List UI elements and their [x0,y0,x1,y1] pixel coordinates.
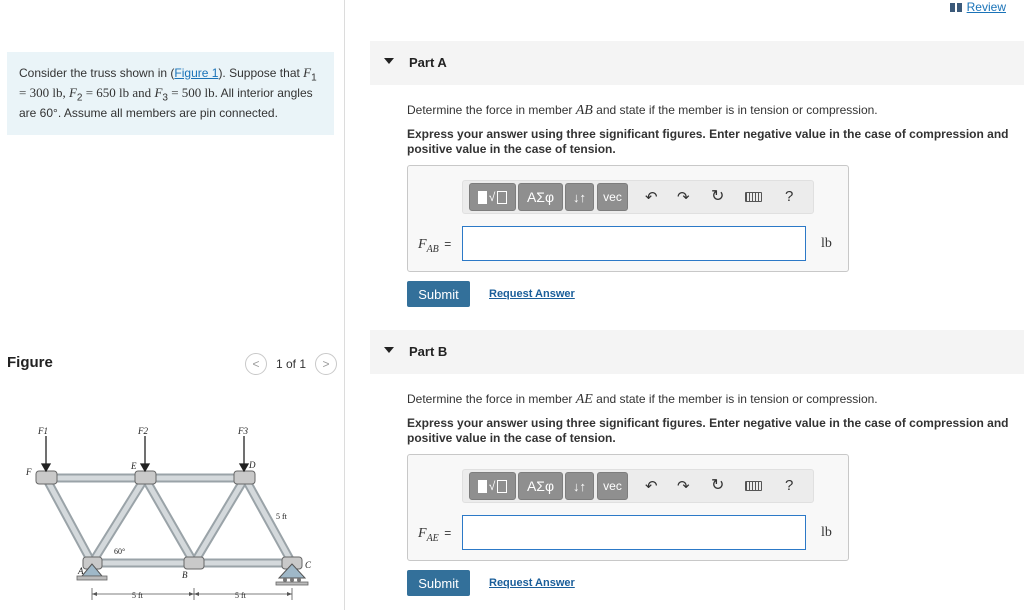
part-b-unit: lb [821,525,832,540]
keyboard-icon[interactable] [745,481,762,491]
prev-figure-button[interactable]: < [245,353,267,375]
part-b-question [407,392,878,408]
keyboard-icon[interactable] [745,192,762,202]
truss-figure [20,418,320,606]
templates-button[interactable]: √ [469,472,516,500]
part-b-title: Part B [409,344,448,359]
f2-subscript: 2 [76,92,83,104]
greek-symbols-button[interactable]: ΑΣφ [518,472,563,500]
part-a-instruction: Express your answer using three significant figures. Enter negative value in the case of compression and positive value in the case of tension. [407,127,1009,156]
math-toolbar [462,180,814,214]
problem-text: ). Suppose that [218,66,304,80]
left-panel [0,0,345,610]
part-b-submit-button[interactable]: Submit [407,570,470,596]
part-a-answer-box [407,165,849,272]
f3-value: = 500 lb. [167,85,218,101]
figure-header [7,354,337,378]
f2-symbol: F [68,85,77,101]
templates-button[interactable]: √ [469,183,516,211]
f3-subscript: 3 [162,92,168,104]
f1-subscript: 1 [311,72,317,84]
question-text: and state if the member is in tension or compression. [592,103,878,117]
vector-button[interactable]: vec [597,472,628,500]
f3-symbol: F [154,85,163,101]
redo-icon[interactable]: ↷ [677,478,690,495]
part-b-variable-label: $F_{AE}$ = [418,526,452,544]
undo-icon[interactable]: ↶ [645,478,658,495]
figure-count: 1 of 1 [275,357,306,371]
question-text: Determine the force in member [407,103,576,117]
collapse-arrow-icon[interactable] [384,347,394,353]
problem-text: Consider the truss shown in ( [19,66,175,80]
math-toolbar [462,469,814,503]
arrows-button[interactable]: ↓↑ [565,183,594,211]
part-b-answer-input[interactable] [462,515,806,550]
figure-pager [245,353,337,375]
review-link[interactable] [950,0,1006,14]
part-b-instruction: Express your answer using three significant figures. Enter negative value in the case of compression and positive value in the case of tension. [407,416,1009,445]
part-a-unit: lb [821,236,832,251]
label-e: E [131,461,137,471]
next-figure-button[interactable]: > [315,353,337,375]
reset-icon[interactable]: ↻ [711,188,725,205]
member-label: AB [575,103,593,118]
undo-icon[interactable]: ↶ [645,189,658,206]
question-text: and state if the member is in tension or compression. [592,392,878,406]
collapse-arrow-icon[interactable] [384,58,394,64]
label-b: B [182,570,188,580]
problem-statement [7,52,334,135]
label-f3: F3 [238,426,248,436]
part-a-question [407,103,878,119]
book-icon [950,3,962,12]
arrows-button[interactable]: ↓↑ [565,472,594,500]
label-dim1: 5 ft [132,591,143,600]
problem-text: All interior angles are 60°. Assume all members are pin connected. [19,86,313,120]
member-label: AE [575,392,593,407]
label-c: C [305,560,312,570]
f2-value: = 650 lb and [82,85,155,101]
reset-icon[interactable]: ↻ [711,477,725,494]
part-a-title: Part A [409,55,447,70]
part-b-header[interactable] [370,330,1024,374]
part-a-request-answer-link[interactable]: Request Answer [489,288,575,300]
part-b-answer-box [407,454,849,561]
f1-value: = 300 lb, [19,85,69,101]
part-a-answer-input[interactable] [462,226,806,261]
redo-icon[interactable]: ↷ [677,189,690,206]
label-f: F [26,467,32,477]
greek-symbols-button[interactable]: ΑΣφ [518,183,563,211]
label-f2: F2 [138,426,148,436]
label-dim2: 5 ft [235,591,246,600]
label-f1: F1 [38,426,48,436]
help-icon[interactable]: ? [785,477,794,494]
f1-symbol: F [303,65,312,80]
part-a-header[interactable] [370,41,1024,85]
review-label: Review [966,0,1006,14]
label-d: D [249,460,256,470]
label-side: 5 ft [276,512,287,521]
part-a-submit-button[interactable]: Submit [407,281,470,307]
question-text: Determine the force in member [407,392,576,406]
help-icon[interactable]: ? [785,188,794,205]
label-a: A [78,566,84,576]
figure-title: Figure [7,354,53,371]
part-b-request-answer-link[interactable]: Request Answer [489,577,575,589]
label-angle: 60° [114,547,126,556]
part-a-variable-label: $F_{AB}$ = [418,237,452,255]
figure-link[interactable]: Figure 1 [174,66,219,80]
vector-button[interactable]: vec [597,183,628,211]
